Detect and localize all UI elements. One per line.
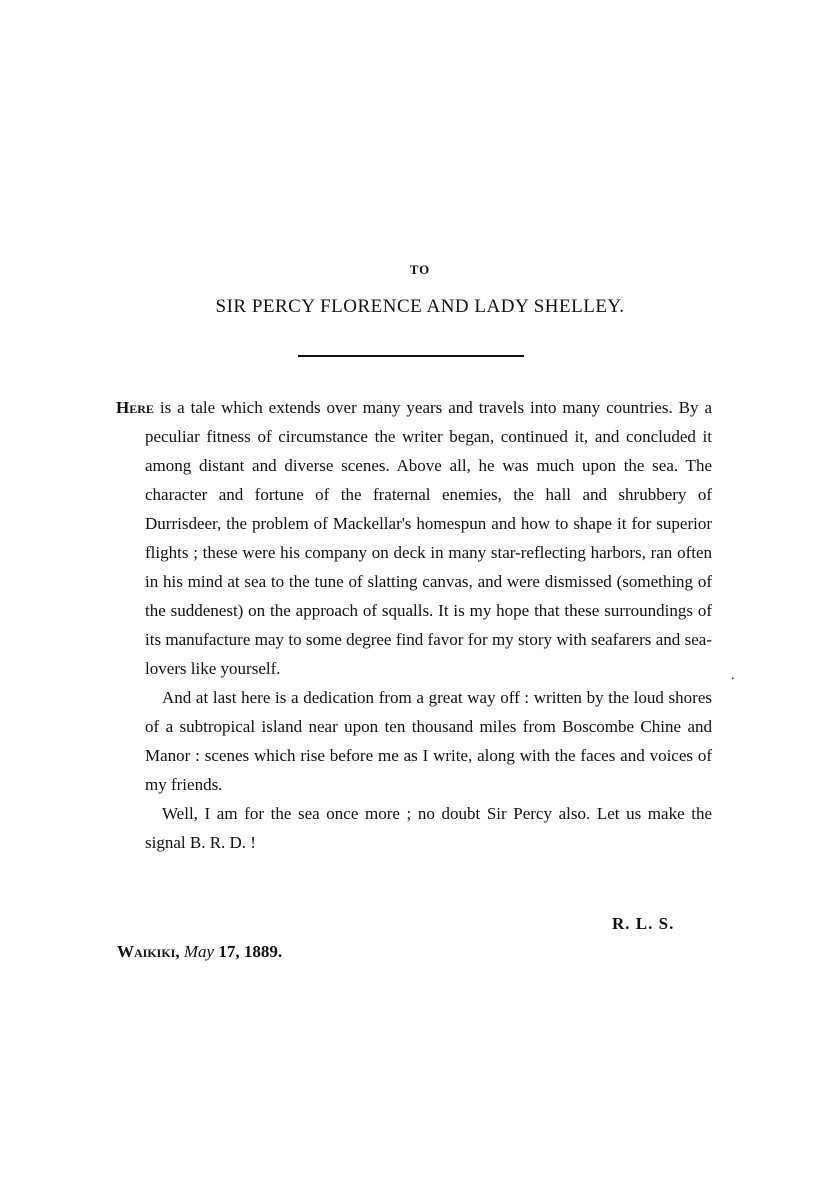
dateline-place: Waikiki,: [117, 942, 180, 961]
paragraph-1-text: is a tale which extends over many years and travels into many countries. By a peculiar fitness of circumstance the writer began, continued it, and concluded it among distant and diverse scenes. Above all, he was much upon the sea. The character and fortune of the fraternal enemies, the hall and shrubbery of Durrisdeer, the problem of Mackellar's homespun and how to shape it for superior flights ; these were his company on deck in many star-reflecting harbors, ran often in his mind at sea to the tune of slatting canvas, and were dismissed (something of the suddenest) on the approach of squalls. It is my hope that these surroundings of its manufacture may to some degree find favor for my story with seafarers and sea-lovers like yourself.: [145, 398, 712, 678]
dedication-paragraph-2: And at last here is a dedication from a great way off : written by the loud shores of a subtropical island near upon ten thousand miles from Boscombe Chine and Manor : scenes which rise before me as I write, along with the faces and voices of my friends.: [145, 688, 712, 794]
stray-margin-mark: .: [731, 668, 735, 683]
dedication-body: [116, 393, 712, 857]
dateline-date-year: 17, 1889.: [218, 942, 283, 961]
dedication-paragraph-1: [116, 393, 712, 683]
dedication-paragraph-3: Well, I am for the sea once more ; no doubt Sir Percy also. Let us make the signal B. R. D. !: [145, 804, 712, 852]
lead-word: Here: [116, 398, 154, 417]
signature-initials: R. L. S.: [612, 914, 675, 933]
dedicatee-title: SIR PERCY FLORENCE AND LADY SHELLEY.: [215, 296, 625, 317]
divider-rule: [298, 355, 524, 357]
heading-to: TO: [409, 262, 431, 277]
dateline: [117, 942, 282, 962]
dateline-month: May: [183, 942, 215, 961]
